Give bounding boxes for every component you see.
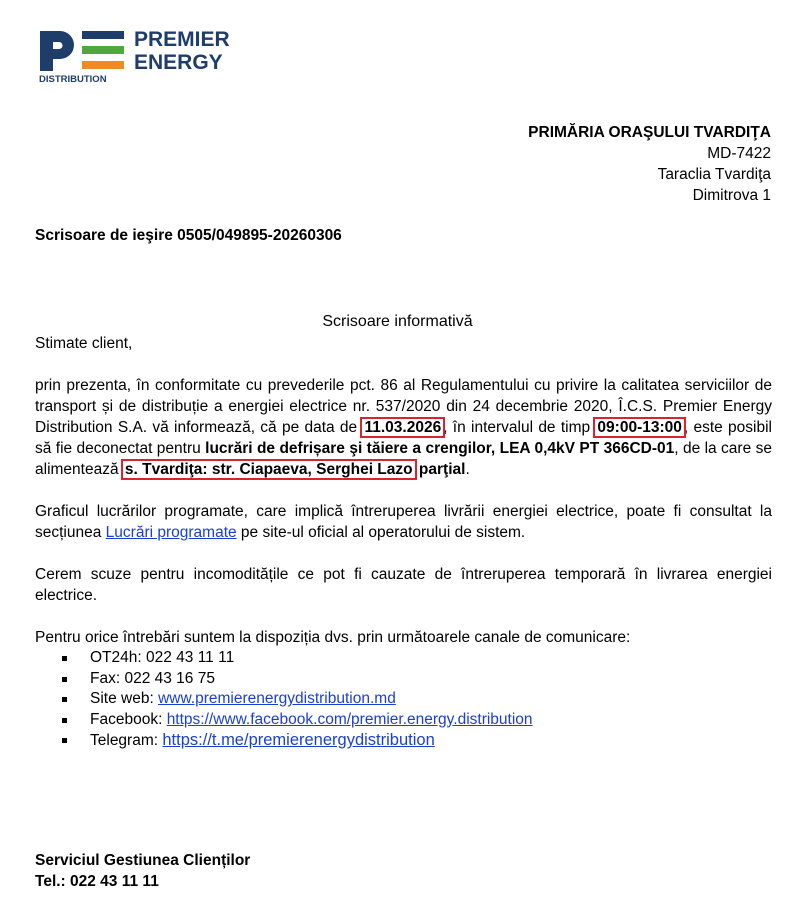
contacts-intro: Pentru orice întrebări suntem la dispoziția dvs. prin următoarele canale de comunicare: [35, 629, 631, 646]
signature-department: Serviciul Gestiunea Clienților [35, 852, 251, 869]
outgoing-reference: Scrisoare de ieşire 0505/049895-20260306 [35, 227, 342, 244]
telegram-label: Telegram: [90, 732, 163, 749]
logo-e-stripe-middle [82, 46, 124, 54]
logo-word-distribution: DISTRIBUTION [39, 74, 107, 85]
facebook-label: Facebook: [90, 710, 167, 728]
greeting: Stimate client, [35, 335, 133, 352]
recipient-locality: Taraclia Tvardiţa [657, 166, 771, 183]
signature-phone: Tel.: 022 43 11 11 [35, 873, 159, 890]
outage-date: 11.03.2026 [364, 419, 442, 436]
contact-facebook [62, 710, 772, 731]
recipient-postal: MD-7422 [707, 145, 771, 162]
contact-site [62, 689, 772, 710]
recipient-address [528, 122, 771, 206]
logo-e-stripe-bottom [82, 61, 124, 69]
apology-paragraph: Cerem scuze pentru incomoditățile ce pot fi cauzate de întreruperea temporară în livrarea energiei electrice. [35, 566, 772, 604]
site-link[interactable]: www.premierenergydistribution.md [158, 690, 396, 707]
para1-text-3: , este posibil să fie deconectat pentru [35, 419, 772, 457]
para1-text-1: prin prezenta, în conformitate cu prevederile pct. 86 al Regulamentului cu privire la calitatea serviciilor de transport și de distribuție a energiei electrice nr. 537/2020 din 24 decembrie 2020, Î.C.S. Premier Energy Distribution S.A. vă informează, că pe data de [35, 377, 772, 436]
logo-word-premier: PREMIER [134, 28, 230, 51]
facebook-link[interactable]: https://www.facebook.com/premier.energy.distribution [166, 710, 533, 728]
scheduled-works-link[interactable]: Lucrări programate [105, 524, 237, 541]
recipient-name: PRIMĂRIA ORAŞULUI TVARDIŢA [528, 124, 771, 141]
contact-fax: Fax: 022 43 16 75 [62, 669, 772, 690]
outage-time: 09:00-13:00 [597, 419, 682, 436]
company-logo [38, 27, 278, 87]
letter-title: Scrisoare informativă [322, 313, 473, 330]
logo-p-shape [40, 31, 74, 71]
para1-text-6: . [465, 461, 470, 478]
logo-word-energy: ENERGY [134, 51, 223, 74]
work-description: lucrări de defrișare şi tăiere a crengilor, LEA 0,4kV PT 366CD-01 [205, 440, 675, 457]
letter-body [35, 333, 772, 752]
para1-text-2: , în intervalul de timp [443, 419, 596, 436]
contact-ot24h: OT24h: 022 43 11 11 [62, 648, 772, 669]
recipient-street: Dimitrova 1 [692, 187, 771, 204]
telegram-link[interactable]: https://t.me/premierenergydistribution [162, 731, 435, 749]
schedule-paragraph [35, 501, 772, 543]
contacts-list [62, 648, 772, 752]
logo-e-stripe-top [82, 31, 124, 39]
contact-telegram [62, 730, 772, 752]
para2-text-2: pe site-ul oficial al operatorului de sistem. [236, 524, 526, 541]
logo-mark [38, 27, 278, 87]
signature-block [35, 850, 250, 892]
outage-location: s. Tvardiţa: str. Ciapaeva, Serghei Lazo [124, 461, 413, 478]
para2-text-1: Graficul lucrărilor programate, care implică întreruperea livrării energiei electrice, poate fi consultat la secțiunea [35, 503, 772, 541]
site-label: Site web: [90, 690, 159, 707]
para1-text-4: , de la care se alimentează [35, 440, 772, 478]
partial-label: parţial [418, 461, 466, 478]
outage-paragraph [35, 375, 772, 480]
